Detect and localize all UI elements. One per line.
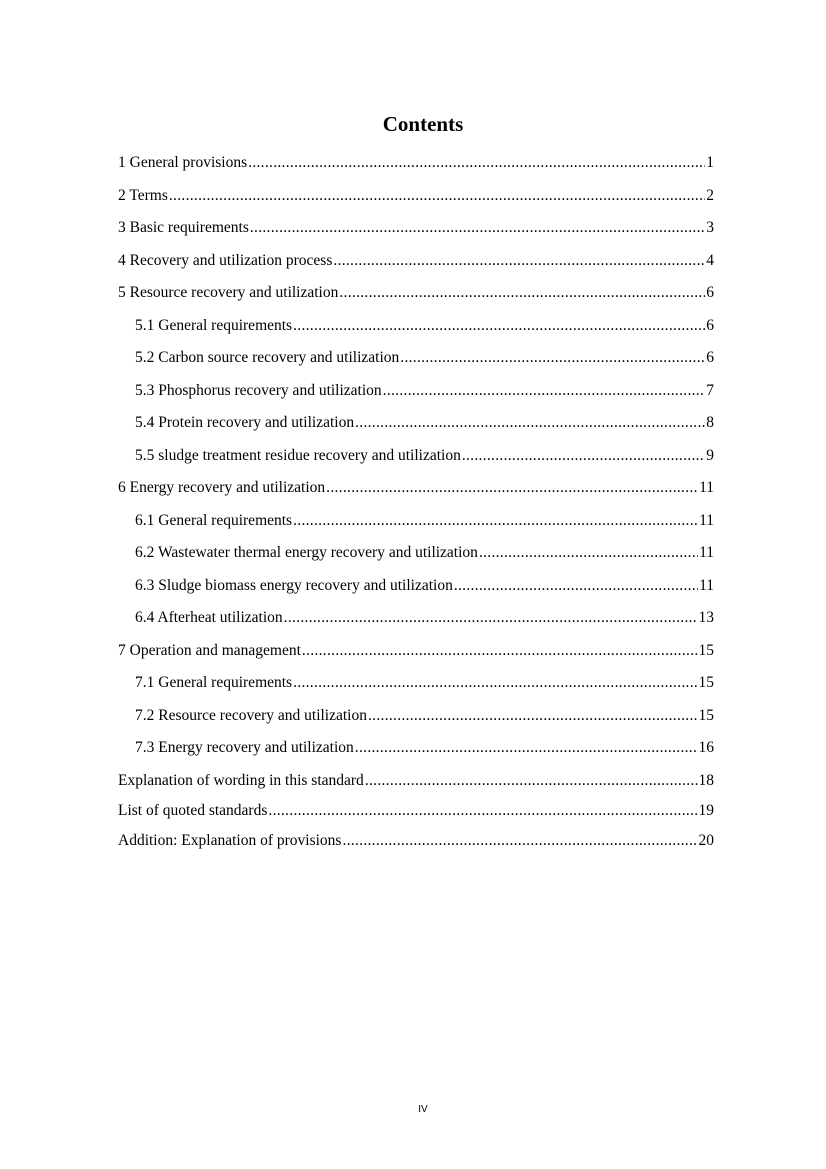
toc-entry-label: 5.4 Protein recovery and utilization: [135, 414, 355, 431]
dot-leader: [342, 830, 697, 852]
toc-entry[interactable]: [118, 672, 714, 705]
toc-entry-page: 19: [698, 801, 714, 819]
toc-entry-page: 8: [706, 414, 714, 431]
toc-entry-page: 6: [706, 316, 714, 334]
toc-entry-label: 5.2 Carbon source recovery and utilization: [135, 349, 400, 366]
toc-entry[interactable]: [118, 737, 714, 770]
dot-leader: [293, 672, 697, 694]
dot-leader: [355, 737, 698, 759]
page-number: IV: [418, 1104, 428, 1115]
toc-entry[interactable]: [118, 542, 714, 575]
toc-entry-label: 4 Recovery and utilization process: [118, 251, 333, 269]
dot-leader: [268, 800, 697, 822]
toc-entry[interactable]: [118, 640, 714, 673]
toc-entry-label: 5.1 General requirements: [135, 316, 293, 334]
toc-entry-page: 2: [706, 186, 714, 204]
dot-leader: [383, 380, 706, 402]
toc-entry-label: 7.2 Resource recovery and utilization: [135, 706, 367, 724]
toc-entry[interactable]: [118, 217, 714, 250]
dot-leader: [169, 185, 705, 207]
toc-entry-page: 13: [698, 609, 714, 626]
dot-leader: [302, 640, 698, 662]
toc-entry-page: 11: [699, 511, 714, 529]
toc-entry[interactable]: [118, 705, 714, 738]
toc-entry-page: 1: [706, 154, 714, 171]
toc-entry-label: Explanation of wording in this standard: [118, 771, 364, 789]
toc-entry[interactable]: [118, 770, 714, 800]
dot-leader: [284, 607, 698, 629]
toc-entry-label: 6.1 General requirements: [135, 511, 293, 529]
toc-entry[interactable]: [118, 315, 714, 348]
toc-entry-page: 16: [698, 739, 714, 756]
toc-entry[interactable]: [118, 412, 714, 445]
toc-entry-page: 9: [706, 446, 714, 464]
toc-entry[interactable]: [118, 800, 714, 830]
dot-leader: [355, 412, 705, 434]
toc-entry[interactable]: [118, 185, 714, 218]
dot-leader: [479, 542, 698, 564]
toc-entry-page: 15: [698, 641, 714, 659]
toc-entry-page: 18: [698, 771, 714, 789]
toc-entry-label: 7 Operation and management: [118, 641, 301, 659]
toc-entry-page: 11: [699, 479, 714, 496]
toc-entry-label: 6 Energy recovery and utilization: [118, 479, 326, 496]
toc-entry[interactable]: [118, 250, 714, 283]
dot-leader: [462, 445, 705, 467]
toc-entry[interactable]: [118, 380, 714, 413]
toc-entry-label: 7.1 General requirements: [135, 674, 293, 691]
toc-entry-label: 6.3 Sludge biomass energy recovery and utilization: [135, 576, 453, 594]
dot-leader: [248, 152, 705, 174]
dot-leader: [339, 282, 705, 304]
toc-entry[interactable]: [118, 830, 714, 860]
toc-entry-label: 5.5 sludge treatment residue recovery and utilization: [135, 446, 461, 464]
dot-leader: [333, 250, 705, 272]
toc-entry-page: 6: [706, 349, 714, 366]
dot-leader: [293, 315, 705, 337]
dot-leader: [326, 477, 698, 499]
dot-leader: [368, 705, 698, 727]
toc-entry-label: List of quoted standards: [118, 801, 268, 819]
contents-title: Contents: [382, 112, 464, 136]
toc-entry-page: 7: [706, 381, 714, 399]
toc-entry-label: Addition: Explanation of provisions: [118, 831, 342, 849]
dot-leader: [365, 770, 698, 792]
toc-entry-page: 3: [706, 219, 714, 236]
toc-entry-page: 20: [698, 831, 714, 849]
toc-entry-page: 4: [706, 251, 714, 269]
toc-entry-label: 6.2 Wastewater thermal energy recovery and utilization: [135, 544, 478, 561]
toc-entry-label: 6.4 Afterheat utilization: [135, 609, 283, 626]
dot-leader: [400, 347, 705, 369]
toc-entry-label: 1 General provisions: [118, 154, 248, 171]
toc-entry-page: 11: [699, 544, 714, 561]
dot-leader: [454, 575, 698, 597]
toc-entry-page: 6: [706, 284, 714, 301]
toc-entry[interactable]: [118, 347, 714, 380]
toc-entry-page: 15: [698, 674, 714, 691]
table-of-contents: [118, 152, 714, 860]
toc-entry[interactable]: [118, 477, 714, 510]
toc-entry[interactable]: [118, 445, 714, 478]
toc-entry-page: 11: [699, 576, 714, 594]
toc-entry-label: 2 Terms: [118, 186, 168, 204]
toc-entry-page: 15: [698, 706, 714, 724]
toc-entry[interactable]: [118, 282, 714, 315]
toc-entry-label: 5 Resource recovery and utilization: [118, 284, 339, 301]
toc-entry-label: 7.3 Energy recovery and utilization: [135, 739, 354, 756]
toc-entry-label: 3 Basic requirements: [118, 219, 249, 236]
dot-leader: [250, 217, 705, 239]
toc-entry[interactable]: [118, 152, 714, 185]
toc-entry[interactable]: [118, 575, 714, 608]
toc-entry-label: 5.3 Phosphorus recovery and utilization: [135, 381, 382, 399]
toc-entry[interactable]: [118, 607, 714, 640]
dot-leader: [293, 510, 698, 532]
toc-entry[interactable]: [118, 510, 714, 543]
